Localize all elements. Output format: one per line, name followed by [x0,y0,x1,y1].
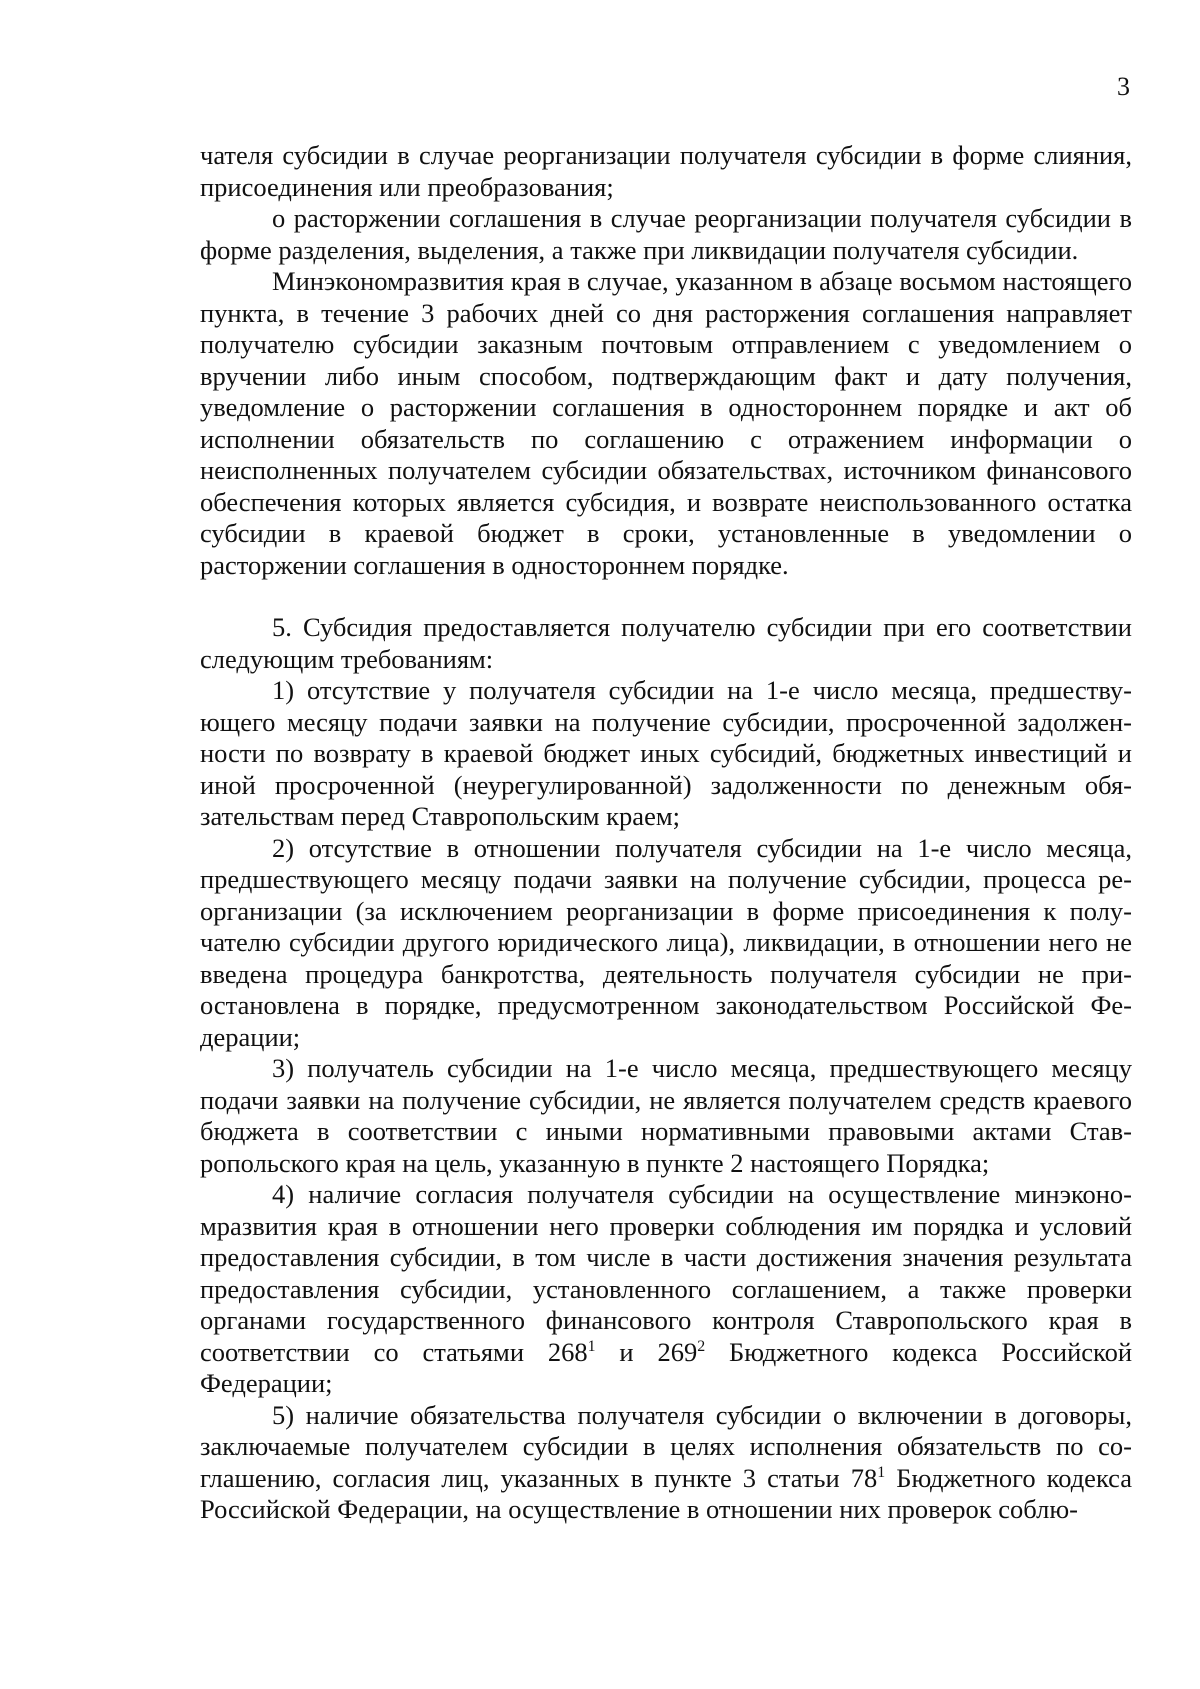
superscript-1: 1 [587,1337,596,1355]
requirement-4-text-b: и 269 [595,1336,698,1367]
requirement-4-text-a: 4) наличие согласия получателя субсидии на осуществление минэкономразвития края в отношении него проверки соблюдения им порядка и условий предоставления субсидии, в том числе в части достижения значения результата предоставления субсидии, установленного соглашением, а также проверки органами государственного финансового контроля Ставропольского края в соответствии со статьями 268 [200,1179,1132,1367]
page-number: 3 [1117,72,1130,101]
paragraph-requirement-3: 3) получатель субсидии на 1-е число месяца, предшествующего месяцу подачи заявки на получение субсидии, не является получателем средств краевого бюджета в соответствии с иными нормативными правовыми актами Ставропольского края на цель, указанную в пункте 2 настоящего Порядка; [200,1053,1132,1178]
requirement-5-text-b: Бюджетного кодекса Российской Федерации, на осуществление в отношении них проверок соблю- [200,1462,1133,1524]
superscript-3: 1 [877,1463,886,1481]
paragraph-requirement-4 [200,1179,1132,1400]
paragraph-ministry-notice: Минэкономразвития края в случае, указанном в абзаце восьмом настоящего пункта, в течение 3 рабочих дней со дня расторжения соглашения направляет получателю субсидии заказным почтовым отправлением с уведомлением о вручении либо иным способом, подтверждающим факт и дату получения, уведомление о расторжении соглашения в одностороннем порядке и акт об исполнении обязательств по соглашению с отражением информации о неисполненных получателем субсидии обязательствах, источником финансового обеспечения которых является субсидия, и возврате неиспользованного остатка субсидии в краевой бюджет в сроки, установленные в уведомлении о расторжении соглашения в одностороннем порядке. [200,266,1132,580]
paragraph-requirement-2: 2) отсутствие в отношении получателя субсидии на 1-е число месяца, предшествующего месяцу подачи заявки на получение субсидии, процесса реорганизации (за исключением реорганизации в форме присоединения к получателю субсидии другого юридического лица), ликвидации, в отношении него не введена процедура банкротства, деятельность получателя субсидии не приостановлена в порядке, предусмотренном законодательством Российской Федерации; [200,832,1132,1052]
paragraph-requirement-5 [200,1400,1132,1526]
paragraph-continuation: чателя субсидии в случае реорганизации получателя субсидии в форме слияния, присоединения или преобразования; [200,140,1132,202]
superscript-2: 2 [697,1337,706,1355]
paragraph-termination: о расторжении соглашения в случае реорганизации получателя субсидии в форме разделения, выделения, а также при ликвидации получателя субсидии. [200,203,1132,265]
paragraph-item-5: 5. Субсидия предоставляется получателю субсидии при его соответствии следующим требованиям: [200,612,1132,674]
paragraph-requirement-1: 1) отсутствие у получателя субсидии на 1-е число месяца, предшествующего месяцу подачи заявки на получение субсидии, просроченной задолженности по возврату в краевой бюджет иных субсидий, бюджетных инвестиций и иной просроченной (неурегулированной) задолженности по денежным обязательствам перед Ставропольским краем; [200,675,1132,831]
requirement-4-text-c: Бюджетного кодекса Российской Федерации; [200,1336,1133,1398]
requirement-5-text-a: 5) наличие обязательства получателя субсидии о включении в договоры, заключаемые получателем субсидии в целях исполнения обязательств по соглашению, согласия лиц, указанных в пункте 3 статьи 78 [200,1399,1132,1493]
document-body [200,140,1132,1526]
